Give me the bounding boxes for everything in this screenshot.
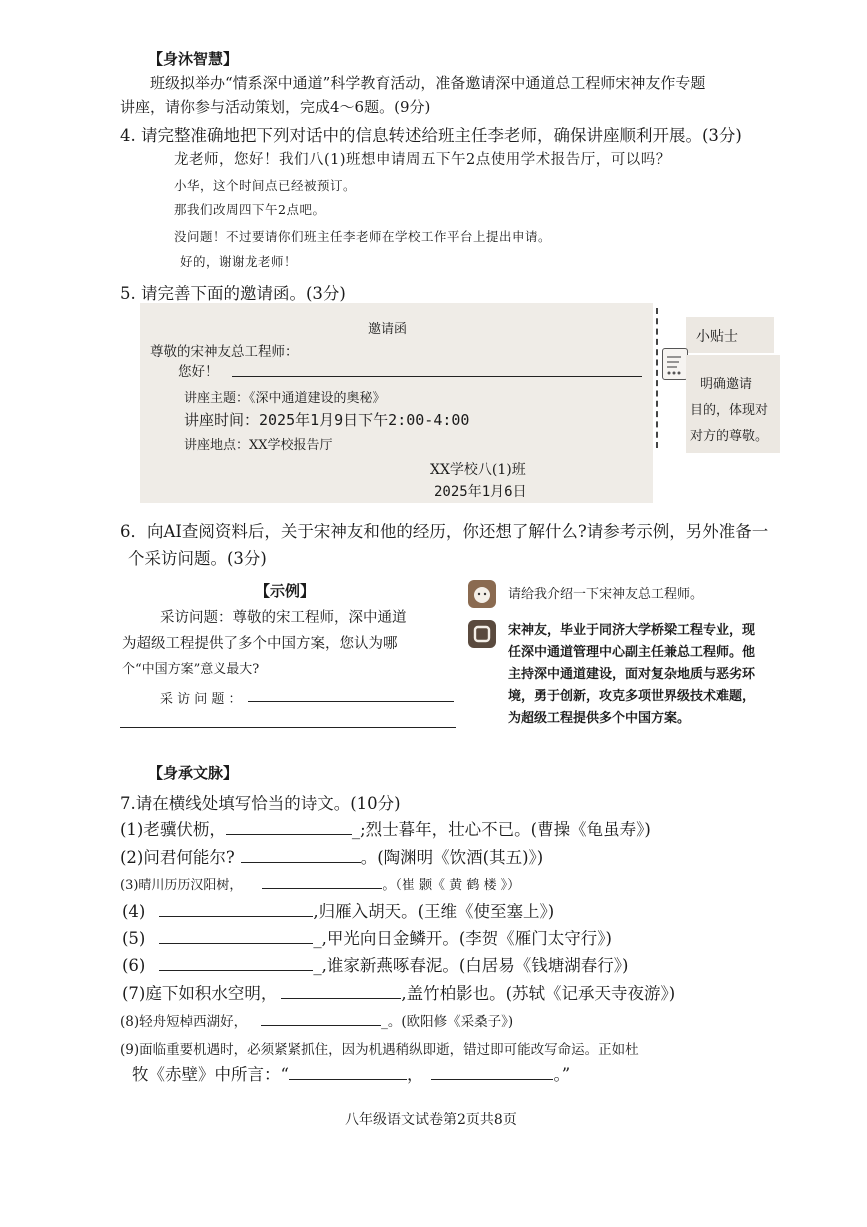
dialogue-line: 小华，这个时间点已经被预订。 [174,178,357,193]
intro-line-2: 讲座，请你参与活动策划，完成4～6题。(9分) [120,98,431,116]
page-footer: 八年级语文试卷第2页共8页 [345,1112,517,1128]
dialogue-line: 龙老师，您好！我们八(1)班想申请周五下午2点使用学术报告厅，可以吗？ [174,152,671,168]
letter-title: 邀请函 [368,322,408,337]
dialogue-line: 那我们改周四下午2点吧。 [174,202,326,217]
fill-blank[interactable] [289,1066,407,1080]
letter-greeting: 您好！ [178,364,219,380]
ai-message: 主持深中通道建设，面对复杂地质与恶劣环 [508,667,756,682]
poem-item-2: (2)问君何能尔? 。(陶渊明《饮酒(其五)》) [120,848,544,867]
poem-item-3: (3)晴川历历汉阳树， 。（崔 颢《 黄 鹤 楼 》） [120,874,520,893]
example-title: 【示例】 [255,582,316,600]
letter-salutation: 尊敬的宋神友总工程师： [150,344,299,360]
letter-topic: 讲座主题：《深中通道建设的奥秘》 [184,391,386,406]
fill-blank[interactable] [226,821,352,835]
q5-prompt: 5. 请完善下面的邀请函。(3分) [120,284,346,303]
fill-blank[interactable] [281,985,401,999]
example-text: 采访问题：尊敬的宋工程师，深中通道 [160,610,407,626]
user-avatar-icon [468,580,496,608]
poem-item-7: (7)庭下如积水空明， ,盖竹柏影也。(苏轼《记承天寺夜游》) [122,984,676,1003]
tip-body: 目的，体现对 [690,403,769,418]
invitation-letter [140,303,653,503]
tip-card [660,303,780,453]
ai-message: 任深中通道管理中心副主任兼总工程师。他 [508,645,756,660]
tip-title: 小贴士 [696,329,738,345]
answer-label: 采 访 问 题 ： [160,692,242,707]
example-text: 个“中国方案”意义最大? [122,662,260,677]
answer-blank-2[interactable] [120,727,456,728]
tip-body: 明确邀请 [700,377,753,392]
poem-item-6: (6) _,谁家新燕啄春泥。(白居易《钱塘湖春行》) [122,956,629,975]
poem-item-1: (1)老骥伏枥， _;烈士暮年，壮心不已。(曹操《龟虽寿》) [120,820,651,839]
poem-item-9-line-2: 牧《赤壁》中所言：“ ， 。” [132,1065,571,1084]
fill-blank[interactable] [241,849,361,863]
q6-prompt-line-1: 6．向AI查阅资料后，关于宋神友和他的经历，你还想了解什么?请参考示例，另外准备一 [120,522,769,541]
poem-item-8: (8)轻舟短棹西湖好， _。(欧阳修《采桑子》) [120,1014,514,1030]
poem-item-5: (5) _,甲光向日金鳞开。(李贺《雁门太守行》) [122,929,612,948]
poem-item-9-line-1: (9)面临重要机遇时，必须紧紧抓住，因为机遇稍纵即逝，错过即可能改写命运。正如杜 [120,1042,639,1058]
dashed-divider [656,308,658,448]
tip-body: 对方的尊敬。 [690,429,769,444]
poem-item-4: (4) ,归雁入胡天。(王维《使至塞上》) [122,902,555,921]
letter-place: 讲座地点：XX学校报告厅 [184,438,333,453]
ai-message: 宋神友，毕业于同济大学桥梁工程专业，现 [508,623,756,638]
fill-blank[interactable] [159,957,313,971]
letter-time: 讲座时间：2025年1月9日下午2:00-4:00 [184,411,470,429]
intro-line-1: 班级拟举办“情系深中通道”科学教育活动，准备邀请深中通道总工程师宋神友作专题 [150,74,706,92]
letter-blank-line[interactable] [232,376,642,377]
dialogue-line: 没问题！不过要请你们班主任李老师在学校工作平台上提出申请。 [174,229,552,244]
fill-blank[interactable] [159,930,313,944]
section-title-1: 【身沐智慧】 [148,50,239,68]
notepad-icon [662,348,688,380]
fill-blank[interactable] [261,1012,381,1026]
ai-avatar-icon [468,620,496,648]
letter-sender: XX学校八(1)班 [430,462,526,478]
user-message: 请给我介绍一下宋神友总工程师。 [508,587,704,602]
fill-blank[interactable] [159,903,313,917]
example-text: 为超级工程提供了多个中国方案，您认为哪 [122,636,398,652]
section-title-2: 【身承文脉】 [148,764,239,782]
q6-prompt-line-2: 个采访问题。(3分) [128,549,267,568]
dialogue-line: 好的，谢谢龙老师！ [180,254,298,269]
ai-message: 为超级工程提供多个中国方案。 [508,711,691,726]
q7-prompt: 7.请在横线处填写恰当的诗文。(10分) [120,794,401,813]
ai-message: 境，勇于创新，攻克多项世界级技术难题， [508,689,756,704]
letter-date: 2025年1月6日 [434,484,527,500]
fill-blank[interactable] [431,1066,553,1080]
q4-prompt: 4. 请完整准确地把下列对话中的信息转述给班主任李老师，确保讲座顺利开展。(3分) [120,126,742,145]
answer-blank-1[interactable] [248,701,454,702]
fill-blank[interactable] [262,875,382,889]
ai-chat [468,572,808,742]
